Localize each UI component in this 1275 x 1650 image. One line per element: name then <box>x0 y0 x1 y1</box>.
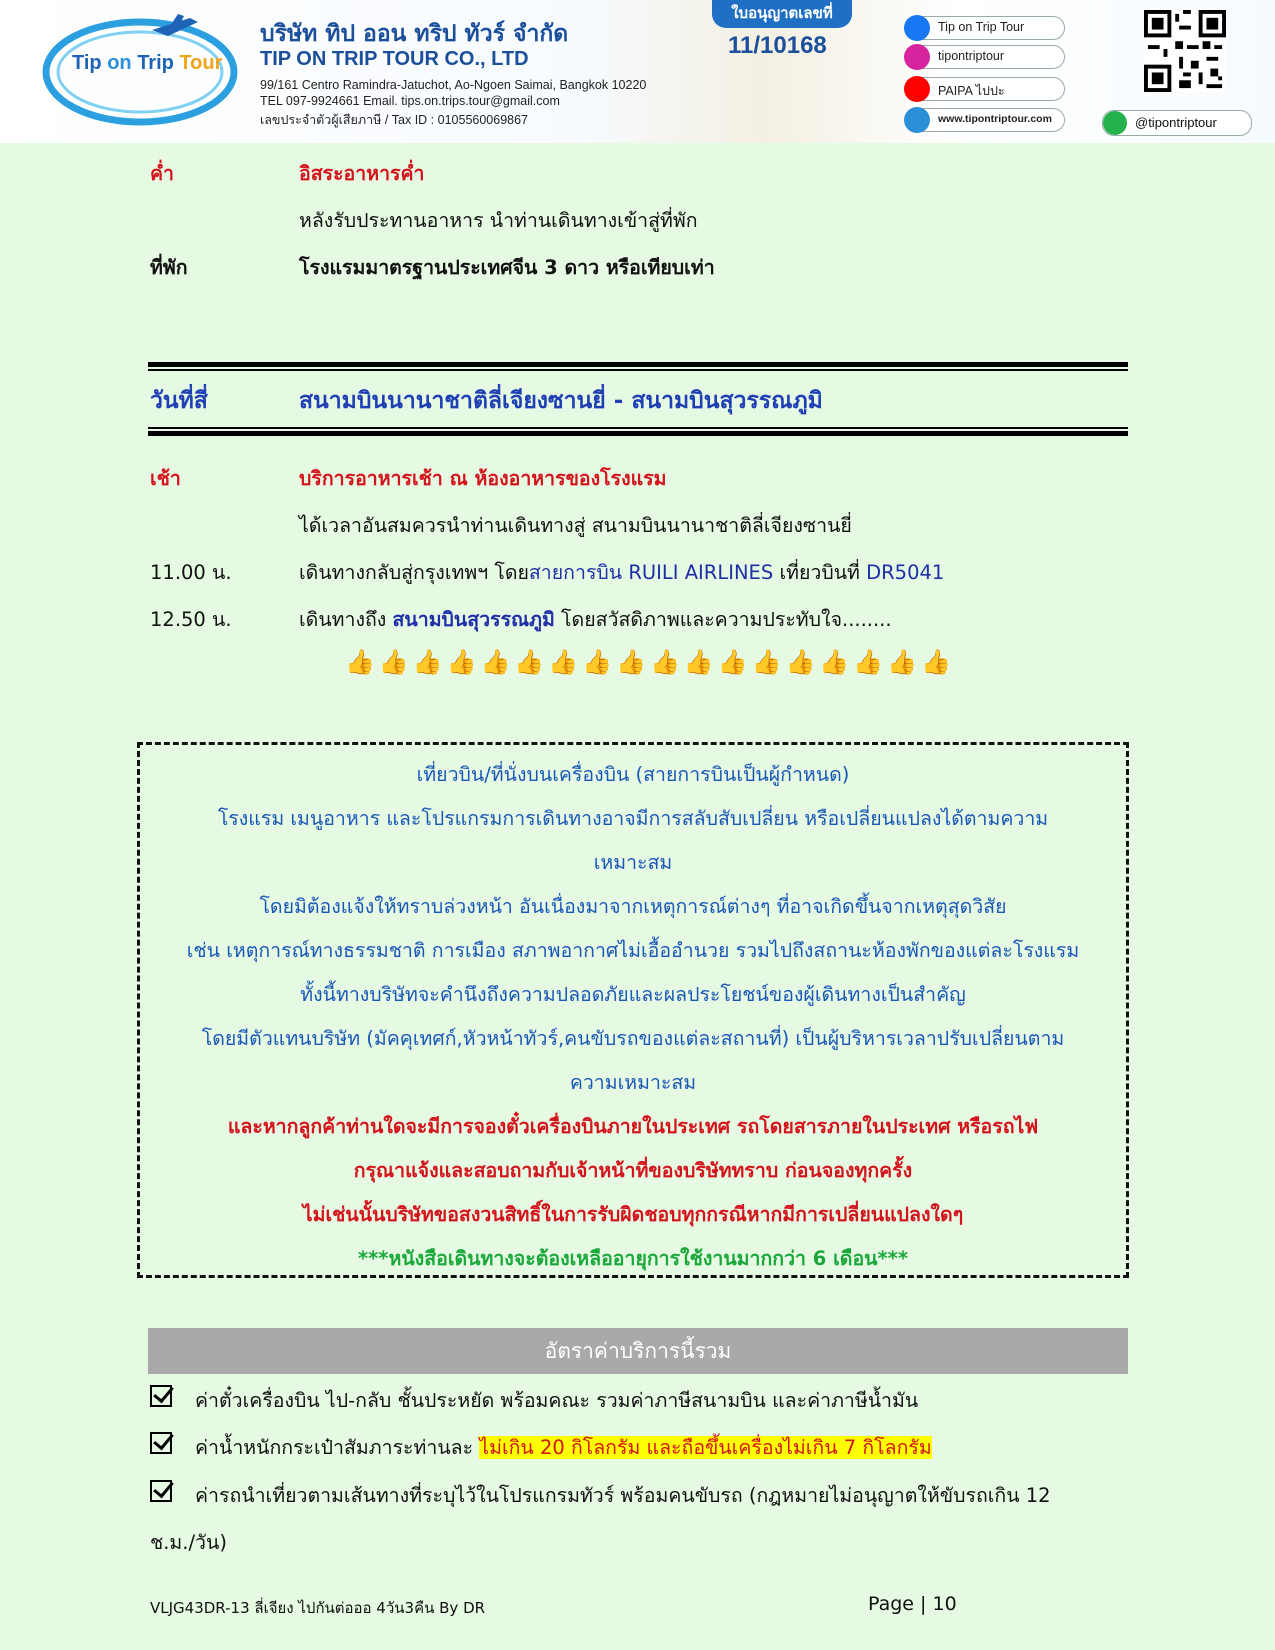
rates-included-header: อัตราค่าบริการนี้รวม <box>148 1328 1128 1374</box>
schedule-time: 12.50 น. <box>150 608 232 631</box>
footer-program-code: VLJG43DR-13 ลี่เจียง ไปกันต่อออ 4วัน3คืน By DR <box>150 1599 486 1617</box>
notice-warning-line: และหากลูกค้าท่านใดจะมีการจองตั๋วเครื่องบินภายในประเทศ รถโดยสารภายในประเทศ หรือรถไฟ <box>227 1115 1039 1138</box>
day-title: สนามบินนานาชาติลี่เจียงซานยี่ - สนามบินสุวรรณภูมิ <box>299 388 823 414</box>
qr-code-icon[interactable] <box>1144 10 1226 92</box>
company-address: 99/161 Centro Ramindra-Jatuchot, Ao-Ngoen Saimai, Bangkok 10220 <box>260 78 647 92</box>
checkbox-checked-icon <box>150 1432 172 1454</box>
divider-rule <box>148 362 1128 367</box>
dinner-detail: หลังรับประทานอาหาร นำท่านเดินทางเข้าสู่ที่พัก <box>299 209 698 232</box>
youtube-icon <box>904 76 930 102</box>
airport-name: สนามบินสุวรรณภูมิ <box>392 608 555 631</box>
dinner-title: อิสระอาหารค่ำ <box>299 162 425 185</box>
company-name-thai: บริษัท ทิป ออน ทริป ทัวร์ จำกัด <box>260 21 569 47</box>
instagram-link[interactable]: tipontriptour <box>905 45 1065 69</box>
line-app-icon <box>1103 111 1127 135</box>
airline-name: สายการบิน RUILI AIRLINES <box>528 561 774 584</box>
rate-item-continuation: ช.ม./วัน) <box>150 1531 227 1554</box>
divider-rule <box>148 427 1128 429</box>
notice-line: ความเหมาะสม <box>569 1071 697 1094</box>
day-label: วันที่สี่ <box>150 388 208 414</box>
website-icon <box>904 107 930 133</box>
page-number: Page | 10 <box>868 1593 957 1615</box>
letterhead <box>0 0 1275 143</box>
notice-line: เหมาะสม <box>593 851 673 874</box>
dinner-label: ค่ำ <box>150 162 174 185</box>
flight-number: DR5041 <box>866 561 945 584</box>
youtube-link[interactable]: PAIPA ไปปะ <box>905 77 1065 101</box>
facebook-icon <box>904 15 930 41</box>
company-logo: Tip on Trip Tour <box>72 52 223 74</box>
license-label: ใบอนุญาตเลขที่ <box>712 0 852 28</box>
schedule-time: 11.00 น. <box>150 561 232 584</box>
hotel-label: ที่พัก <box>150 256 188 279</box>
hotel-text: โรงแรมมาตรฐานประเทศจีน 3 ดาว หรือเทียบเท่า <box>299 256 715 279</box>
notice-line: โดยมีตัวแทนบริษัท (มัคคุเทศก์,หัวหน้าทัวร์,คนขับรถของแต่ละสถานที่) เป็นผู้บริหารเวลาปรับเปลี่ยนตาม <box>201 1027 1065 1050</box>
notice-line: เที่ยวบิน/ที่นั่งบนเครื่องบิน (สายการบินเป็นผู้กำหนด) <box>416 763 850 786</box>
company-contact: TEL 097-9924661 Email. tips.on.trips.tour@gmail.com <box>260 94 560 108</box>
divider-rule <box>148 431 1128 436</box>
schedule-text: เดินทางถึง สนามบินสุวรรณภูมิ โดยสวัสดิภาพและความประทับใจ........ <box>299 608 892 631</box>
morning-title: บริการอาหารเช้า ณ ห้องอาหารของโรงแรม <box>299 467 667 490</box>
license-number: 11/10168 <box>728 32 827 59</box>
thumbs-up-icons: 👍👍👍👍👍👍👍👍👍👍👍👍👍👍👍👍👍👍 <box>345 648 955 676</box>
notice-line: ทั้งนี้ทางบริษัทจะคำนึงถึงความปลอดภัยและผลประโยชน์ของผู้เดินทางเป็นสำคัญ <box>300 983 966 1006</box>
checkbox-checked-icon <box>150 1385 172 1407</box>
company-tax-id: เลขประจำตัวผู้เสียภาษี / Tax ID : 0105560069867 <box>260 113 529 127</box>
notice-warning-line: ไม่เช่นนั้นบริษัทขอสงวนสิทธิ์ในการรับผิดชอบทุกกรณีหากมีการเปลี่ยนแปลงใดๆ <box>302 1203 964 1226</box>
morning-detail: ได้เวลาอันสมควรนำท่านเดินทางสู่ สนามบินนานาชาติลี่เจียงซานยี่ <box>299 514 852 537</box>
notice-box <box>137 742 1129 1278</box>
website-link[interactable]: www.tipontriptour.com <box>905 108 1065 132</box>
line-link[interactable]: @tipontriptour <box>1102 110 1252 136</box>
morning-label: เช้า <box>150 467 181 490</box>
instagram-icon <box>904 44 930 70</box>
notice-warning-line: กรุณาแจ้งและสอบถามกับเจ้าหน้าที่ของบริษัททราบ ก่อนจองทุกครั้ง <box>353 1159 913 1182</box>
notice-line: เช่น เหตุการณ์ทางธรรมชาติ การเมือง สภาพอากาศไม่เอื้ออำนวย รวมไปถึงสถานะห้องพักของแต่ละโรงแรม <box>186 939 1080 962</box>
baggage-highlight: ไม่เกิน 20 กิโลกรัม และถือขึ้นเครื่องไม่เกิน 7 กิโลกรัม <box>479 1436 932 1459</box>
schedule-text: เดินทางกลับสู่กรุงเทพฯ โดยสายการบิน RUILI AIRLINES เที่ยวบินที่ DR5041 <box>299 561 945 584</box>
divider-rule <box>148 369 1128 371</box>
notice-line: โดยมิต้องแจ้งให้ทราบล่วงหน้า อันเนื่องมาจากเหตุการณ์ต่างๆ ที่อาจเกิดขึ้นจากเหตุสุดวิสัย <box>259 895 1007 918</box>
checkbox-checked-icon <box>150 1480 172 1502</box>
passport-notice: ***หนังสือเดินทางจะต้องเหลืออายุการใช้งานมากกว่า 6 เดือน*** <box>357 1247 909 1270</box>
notice-line: โรงแรม เมนูอาหาร และโปรแกรมการเดินทางอาจมีการสลับสับเปลี่ยน หรือเปลี่ยนแปลงได้ตามความ <box>217 807 1049 830</box>
facebook-link[interactable]: Tip on Trip Tour <box>905 16 1065 40</box>
company-name-english: TIP ON TRIP TOUR CO., LTD <box>260 48 529 70</box>
